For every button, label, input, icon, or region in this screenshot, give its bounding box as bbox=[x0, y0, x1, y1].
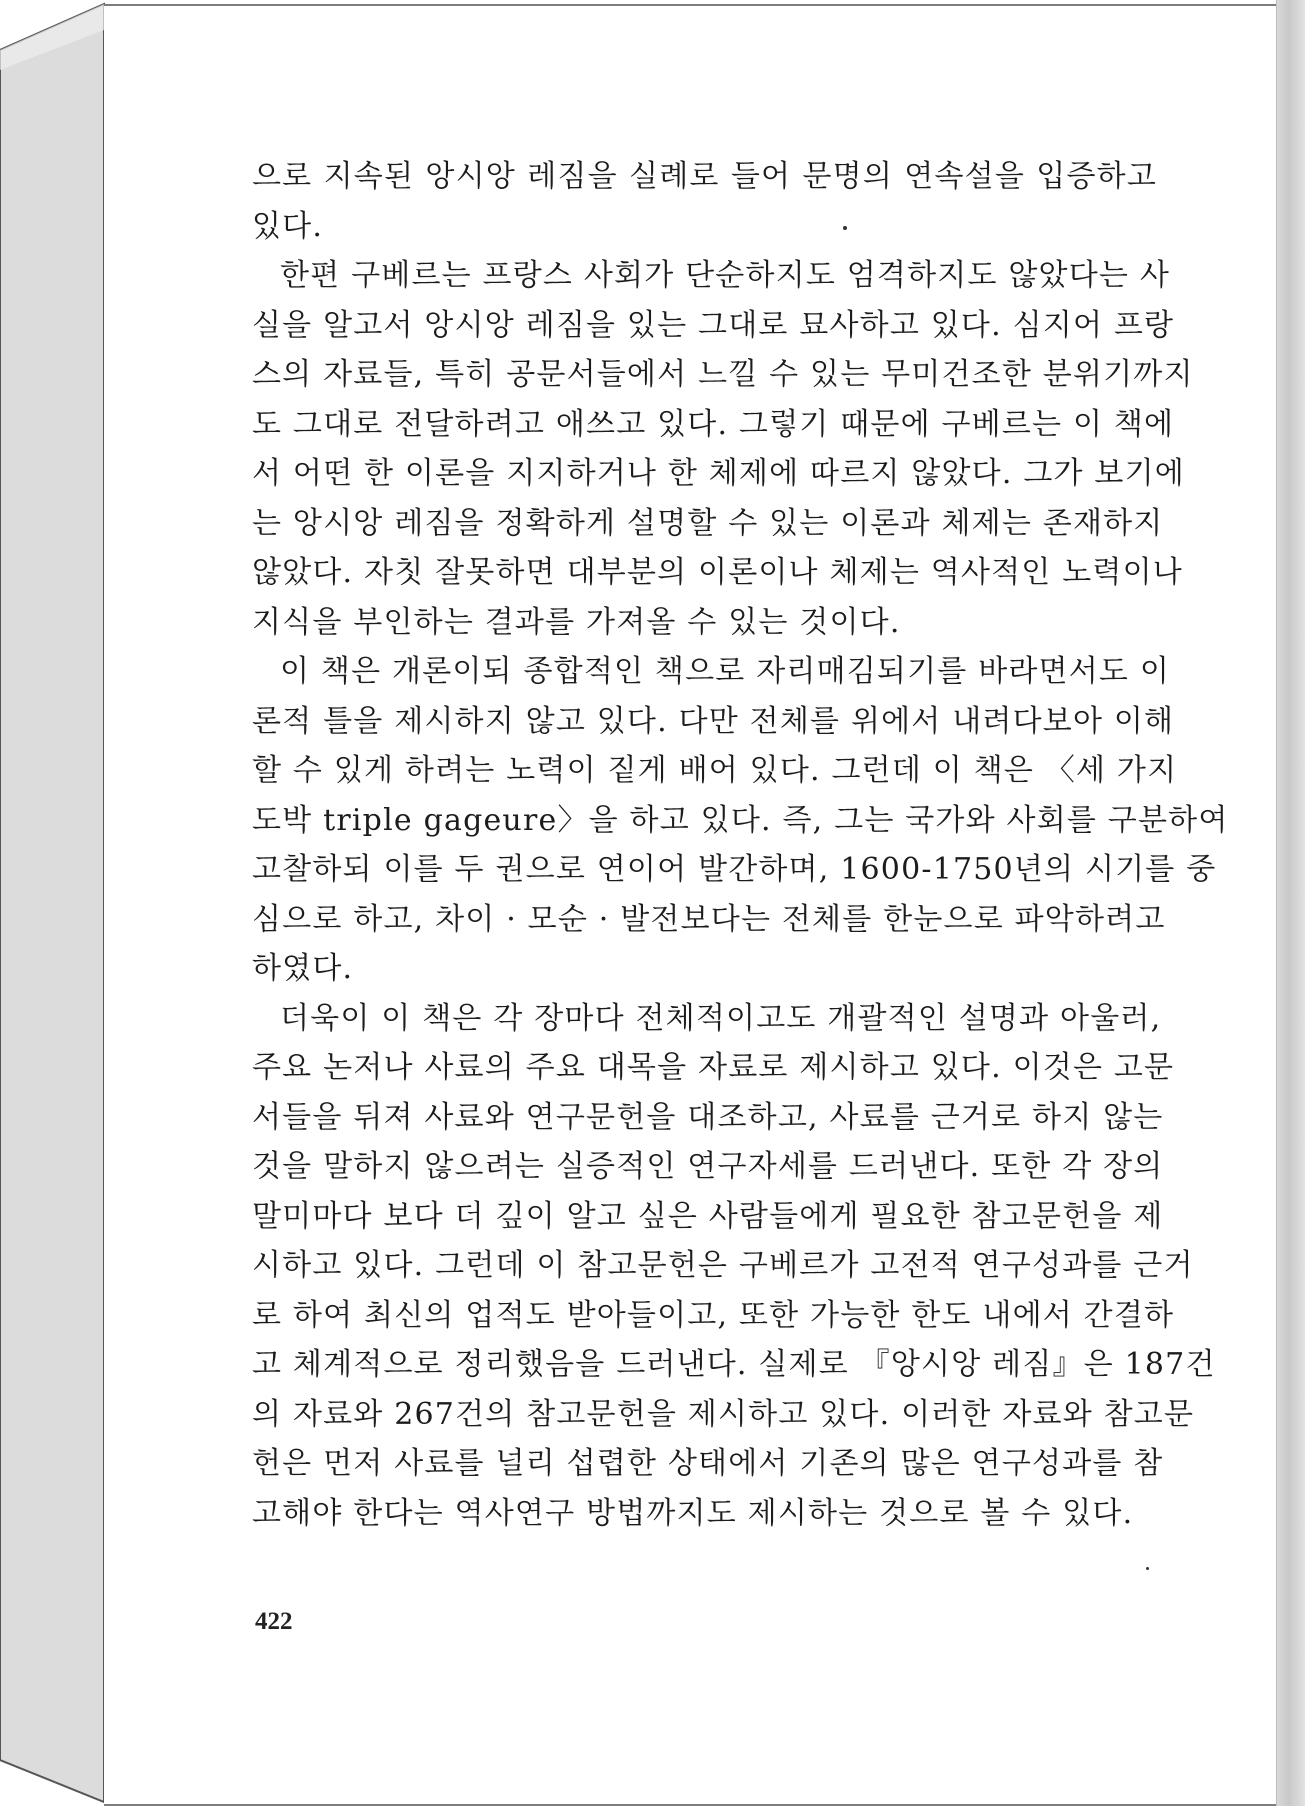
text-line: 심으로 하고, 차이 · 모순 · 발전보다는 전체를 한눈으로 파악하려고 bbox=[252, 901, 1166, 937]
text-line: 으로 지속된 앙시앙 레짐을 실례로 들어 문명의 연속설을 입증하고 bbox=[252, 159, 1157, 194]
text-line: 고 체계적으로 정리했음을 드러낸다. 실제로 『앙시앙 레짐』은 187건 bbox=[252, 1347, 1216, 1382]
book-spine bbox=[0, 0, 110, 1806]
text-line: 는 앙시앙 레짐을 정확하게 설명할 수 있는 이론과 체제는 존재하지 bbox=[252, 505, 1164, 541]
body-text bbox=[252, 152, 1229, 1538]
text-line: 서들을 뒤져 사료와 연구문헌을 대조하고, 사료를 근거로 하지 않는 bbox=[252, 1099, 1164, 1135]
text-line: 있다. bbox=[252, 208, 324, 244]
text-line: 더욱이 이 책은 각 장마다 전체적이고도 개괄적인 설명과 아울러, bbox=[280, 1000, 1162, 1036]
text-line: 한편 구베르는 프랑스 사회가 단순하지도 엄격하지도 않았다는 사 bbox=[280, 258, 1171, 293]
text-line: 실을 알고서 앙시앙 레짐을 있는 그대로 묘사하고 있다. 심지어 프랑 bbox=[252, 307, 1175, 343]
ink-speck bbox=[843, 226, 847, 230]
text-line: 헌은 먼저 사료를 널리 섭렵한 상태에서 기존의 많은 연구성과를 참 bbox=[252, 1446, 1164, 1481]
text-line: 할 수 있게 하려는 노력이 짙게 배어 있다. 그런데 이 책은 〈세 가지 bbox=[252, 753, 1178, 788]
page-edge-shadow bbox=[1276, 0, 1305, 1806]
page-number: 422 bbox=[255, 1608, 293, 1635]
ink-speck bbox=[1146, 1567, 1149, 1570]
text-line: 것을 말하지 않으려는 실증적인 연구자세를 드러낸다. 또한 각 장의 bbox=[252, 1149, 1164, 1184]
text-line: 스의 자료들, 특히 공문서들에서 느낄 수 있는 무미건조한 분위기까지 bbox=[252, 357, 1194, 392]
text-line: 말미마다 보다 더 깊이 알고 싶은 사람들에게 필요한 참고문헌을 제 bbox=[252, 1198, 1164, 1234]
text-line: 이 책은 개론이되 종합적인 책으로 자리매김되기를 바라면서도 이 bbox=[280, 654, 1171, 689]
text-line: 시하고 있다. 그런데 이 참고문헌은 구베르가 고전적 연구성과를 근거 bbox=[252, 1248, 1194, 1283]
text-line: 않았다. 자칫 잘못하면 대부분의 이론이나 체제는 역사적인 노력이나 bbox=[252, 555, 1183, 590]
text-line: 하였다. bbox=[252, 951, 354, 986]
text-line: 론적 틀을 제시하지 않고 있다. 다만 전체를 위에서 내려다보아 이해 bbox=[252, 703, 1175, 739]
text-line: 로 하여 최신의 업적도 받아들이고, 또한 가능한 한도 내에서 간결하 bbox=[252, 1297, 1175, 1333]
text-line: 고해야 한다는 역사연구 방법까지도 제시하는 것으로 볼 수 있다. bbox=[252, 1495, 1134, 1531]
text-line: 도박 triple gageure〉을 하고 있다. 즉, 그는 국가와 사회를 구분하여 bbox=[252, 802, 1229, 838]
text-line: 주요 논저나 사료의 주요 대목을 자료로 제시하고 있다. 이것은 고문 bbox=[252, 1050, 1175, 1085]
text-line: 지식을 부인하는 결과를 가져올 수 있는 것이다. bbox=[252, 604, 901, 640]
text-line: 서 어떤 한 이론을 지지하거나 한 체제에 따르지 않았다. 그가 보기에 bbox=[252, 456, 1185, 491]
text-line: 고찰하되 이를 두 권으로 연이어 발간하며, 1600-1750년의 시기를 중 bbox=[252, 852, 1217, 887]
text-line: 도 그대로 전달하려고 애쓰고 있다. 그렇기 때문에 구베르는 이 책에 bbox=[252, 406, 1175, 442]
text-line: 의 자료와 267건의 참고문헌을 제시하고 있다. 이러한 자료와 참고문 bbox=[252, 1396, 1195, 1432]
